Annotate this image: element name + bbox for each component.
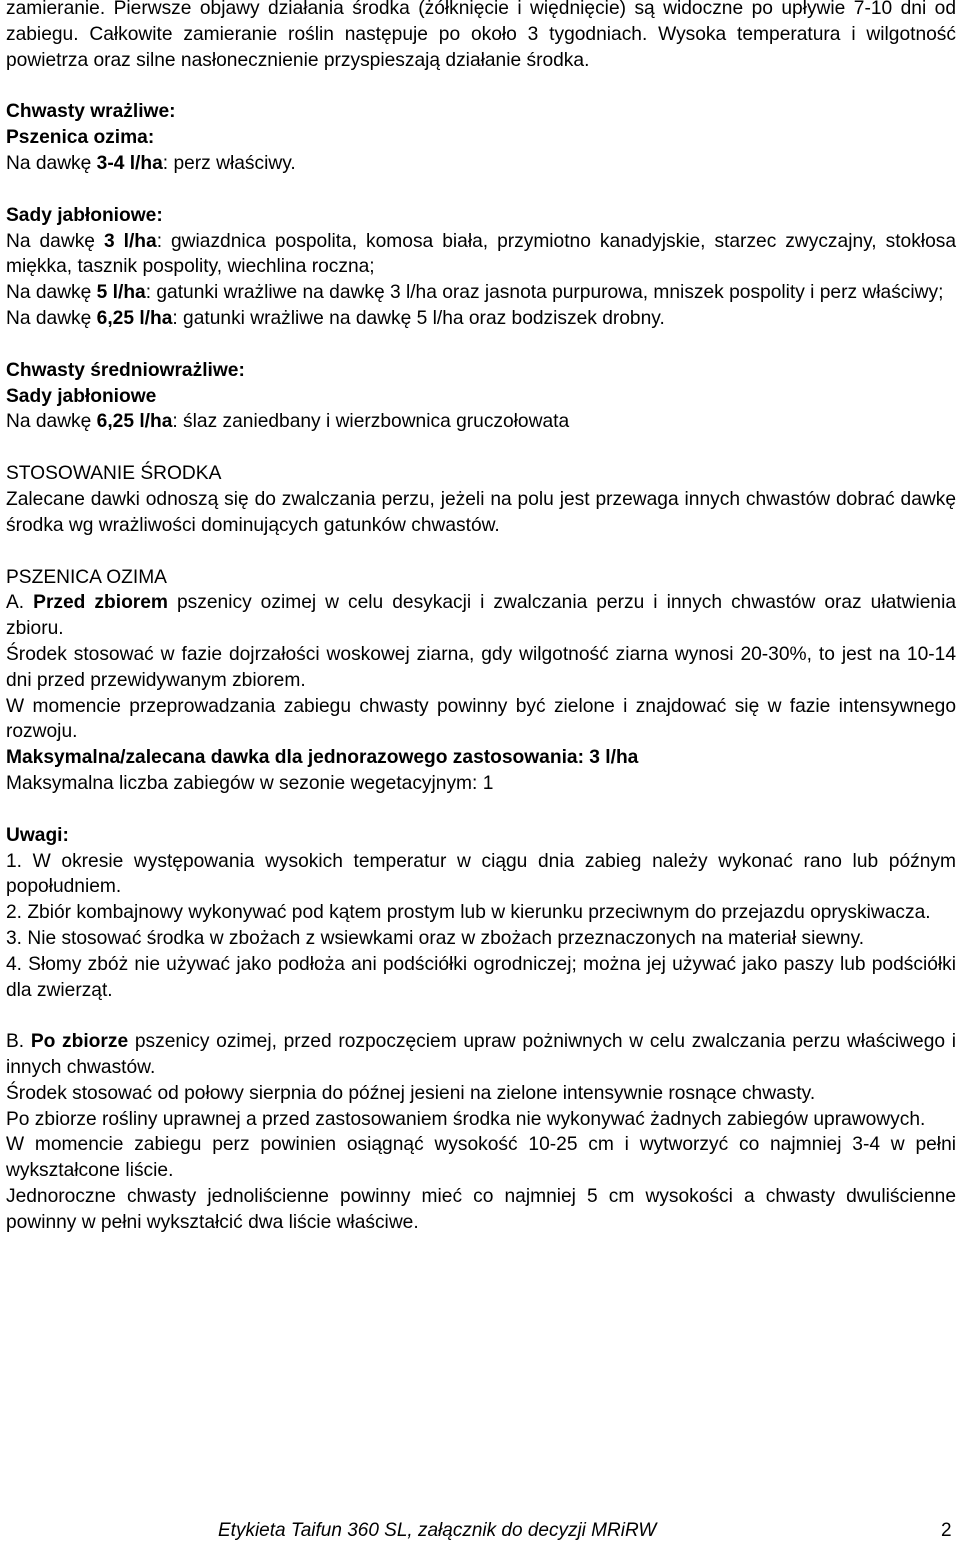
sensitive-weeds-heading: Chwasty wrażliwe:	[6, 101, 176, 123]
document-page	[6, 0, 956, 1236]
medium-weeds-heading: Chwasty średniowrażliwe:	[6, 359, 245, 381]
medium-dose-line: Na dawkę 6,25 l/ha: ślaz zaniedbany i wierzbownica gruczołowata	[6, 411, 570, 433]
wheat-dose-line: Na dawkę 3-4 l/ha: perz właściwy.	[6, 152, 296, 174]
after-harvest-tillage-paragraph: Po zbiorze rośliny uprawnej a przed zastosowaniem środka nie wykonywać żadnych zabiegów uprawowych.	[6, 1108, 926, 1130]
max-dose-line: Maksymalna/zalecana dawka dla jednorazowego zastosowania: 3 l/ha	[6, 747, 639, 769]
winter-wheat-heading: PSZENICA OZIMA	[6, 566, 167, 588]
before-harvest-paragraph: A. Przed zbiorem pszenicy ozimej w celu desykacji i zwalczania perzu i innych chwastów oraz ułatwienia zbioru.	[6, 592, 957, 640]
orchard-dose-5-line: Na dawkę 5 l/ha: gatunki wrażliwe na dawkę 3 l/ha oraz jasnota purpurowa, mniszek pospolity i perz właściwy;	[6, 282, 944, 304]
winter-wheat-subheading: Pszenica ozima:	[6, 127, 155, 149]
note-item: 4. Słomy zbóż nie używać jako podłoża ani podściółki ogrodniczej; można jej używać jako paszy lub podściółki dla zwierząt.	[6, 953, 956, 1001]
note-item: 1. W okresie występowania wysokich temperatur w ciągu dnia zabieg należy wykonać rano lub późnym popołudniem.	[6, 850, 956, 898]
after-harvest-weeds-paragraph: Jednoroczne chwasty jednoliścienne powinny mieć co najmniej 5 cm wysokości a chwasty dwuliścienne powinny w pełni wykształcić dwa liście właściwe.	[6, 1186, 956, 1233]
footer-caption: Etykieta Taifun 360 SL, załącznik do decyzji MRiRW	[218, 1520, 657, 1541]
usage-heading: STOSOWANIE ŚRODKA	[6, 463, 222, 485]
before-harvest-weeds-paragraph: W momencie przeprowadzania zabiegu chwasty powinny być zielone i znajdować się w fazie intensywnego rozwoju.	[6, 695, 956, 743]
note-item: 3. Nie stosować środka w zbożach z wsiewkami oraz w zbożach przeznaczonych na materiał siewny.	[6, 927, 865, 949]
apple-orchards-subheading: Sady jabłoniowe:	[6, 204, 163, 226]
page-footer	[0, 1518, 960, 1544]
intro-paragraph: zamieranie. Pierwsze objawy działania środka (żółknięcie i więdnięcie) są widoczne po upływie 7-10 dni od zabiegu. Całkowite zamieranie roślin następuje po około 3 tygodniach. Wysoka temperatura i wilgotność powietrza oraz silne nasłonecznienie przyspieszają działanie środka.	[6, 0, 956, 71]
after-harvest-timing-paragraph: Środek stosować od połowy sierpnia do późnej jesieni na zielone intensywnie rosnące chwasty.	[6, 1082, 816, 1104]
after-harvest-paragraph: B. Po zbiorze pszenicy ozimej, przed rozpoczęciem upraw pożniwnych w celu zwalczania perzu właściwego i innych chwastów.	[6, 1031, 956, 1079]
page-number: 2	[941, 1520, 952, 1541]
orchard-dose-625-line: Na dawkę 6,25 l/ha: gatunki wrażliwe na dawkę 5 l/ha oraz bodziszek drobny.	[6, 307, 665, 329]
usage-paragraph: Zalecane dawki odnoszą się do zwalczania perzu, jeżeli na polu jest przewaga innych chwastów dobrać dawkę środka wg wrażliwości dominujących gatunków chwastów.	[6, 488, 956, 536]
medium-orchards-subheading: Sady jabłoniowe	[6, 385, 157, 407]
notes-heading: Uwagi:	[6, 824, 69, 846]
orchard-dose-3-line: Na dawkę 3 l/ha: gwiazdnica pospolita, komosa biała, przymiotno kanadyjskie, starzec zwyczajny, stokłosa miękka, tasznik pospolity, wiechlina roczna;	[6, 230, 957, 278]
before-harvest-phase-paragraph: Środek stosować w fazie dojrzałości woskowej ziarna, gdy wilgotność ziarna wynosi 20-30%, to jest na 10-14 dni przed przewidywanym zbiorem.	[6, 643, 956, 691]
max-treatments-line: Maksymalna liczba zabiegów w sezonie wegetacyjnym: 1	[6, 772, 494, 794]
note-item: 2. Zbiór kombajnowy wykonywać pod kątem prostym lub w kierunku przeciwnym do przejazdu opryskiwacza.	[6, 902, 931, 924]
after-harvest-couchgrass-paragraph: W momencie zabiegu perz powinien osiągnąć wysokość 10-25 cm i wytworzyć co najmniej 3-4 w pełni wykształcone liście.	[6, 1134, 956, 1182]
